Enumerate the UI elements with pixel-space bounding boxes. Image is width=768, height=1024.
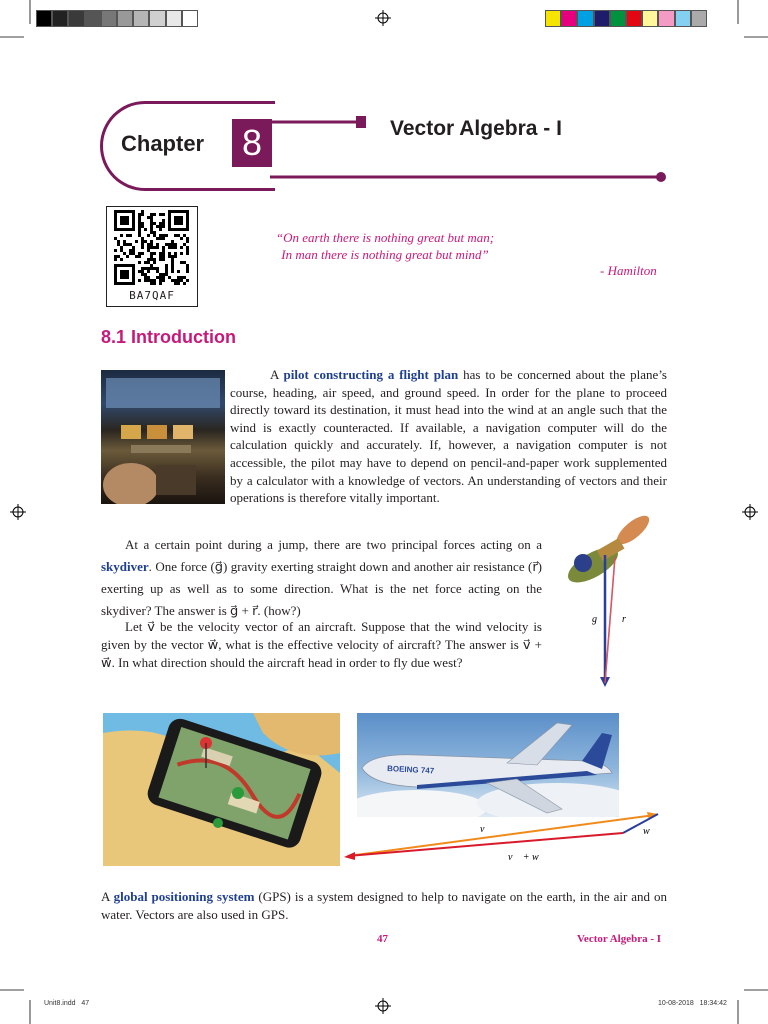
gps-phone-photo — [103, 713, 340, 866]
vector-sum-label: v⃗ + w⃗ — [508, 852, 547, 863]
paragraph-aircraft: Let v⃗ be the velocity vector of an aircraft. Suppose that the wind velocity is given by the vector w⃗, what is the effective velocity of aircraft? The answer is v⃗ + w⃗. In what direction should the aircraft head in order to fly due west? — [101, 619, 542, 670]
quote-line-1: “On earth there is nothing great but man; — [275, 230, 495, 245]
vector-w-label: w⃗ — [643, 826, 658, 837]
paragraph-flight-plan — [230, 366, 667, 507]
resistance-vector-label: r⃗ — [622, 614, 634, 625]
quote — [250, 229, 520, 263]
quote-line-2: In man there is nothing great but mind” — [281, 247, 489, 262]
paragraph-part-2: . One force (g⃗) gravity exerting straight down and another air resistance (r⃗) exerting up as well as to some direction. What is the net force acting on the skydiver? The answer is g⃗ + r⃗. (how?) — [101, 559, 542, 618]
footer-title: Vector Algebra - I — [577, 933, 662, 945]
paragraph-skydiver — [101, 534, 542, 622]
chapter-title: Vector Algebra - I — [390, 117, 562, 140]
page-number: 47 — [377, 933, 388, 945]
paragraph-part-1: At a certain point during a jump, there are two principal forces acting on a — [125, 537, 542, 552]
paragraph-gps — [101, 888, 667, 924]
qr-code-label: BA7QAF — [129, 289, 175, 302]
highlight-flight-plan: pilot constructing a flight plan — [283, 367, 459, 382]
print-timestamp: 10-08-2018 18:34:42 — [658, 1000, 727, 1007]
highlight-gps: global positioning system — [113, 889, 255, 904]
qr-code-icon — [107, 207, 197, 289]
paragraph-rest: has to be concerned about the plane’s course, heading, air speed, and ground speed. In order for the plane to proceed directly toward its destination, it must head into the wind at an angle such that the wind is exactly counteracted. If available, a navigation computer will do the calculation quickly and accurately. If, however, a navigation computer is not accessible, the pilot may have to depend on pencil-and-paper work supplemented by a calculator with a knowledge of vectors. An understanding of vectors and their operations is therefore vitally important. — [230, 367, 667, 506]
quote-author: - Hamilton — [600, 263, 657, 278]
paragraph-rest: (GPS) is a system designed to help to navigate on the earth, in the air and on water. Vectors are also used in GPS. — [101, 889, 668, 922]
section-heading: 8.1 Introduction — [101, 327, 236, 347]
vector-v-label: v⃗ — [480, 824, 493, 835]
paragraph-lead: A — [270, 367, 284, 382]
cockpit-photo — [101, 370, 225, 504]
file-slug: Unit8.indd 47 — [44, 1000, 90, 1007]
vector-triangle-diagram — [340, 808, 670, 868]
skydiver-illustration — [548, 505, 668, 690]
boeing-photo — [357, 713, 619, 817]
chapter-number: 8 — [232, 119, 272, 167]
plane-livery-text: BOEING 747 — [386, 764, 435, 776]
paragraph-lead: A — [101, 889, 114, 904]
gravity-vector-label: g⃗ — [592, 614, 605, 625]
chapter-label: Chapter — [121, 131, 205, 156]
highlight-skydiver: skydiver — [101, 559, 149, 574]
qr-code[interactable] — [106, 206, 198, 307]
